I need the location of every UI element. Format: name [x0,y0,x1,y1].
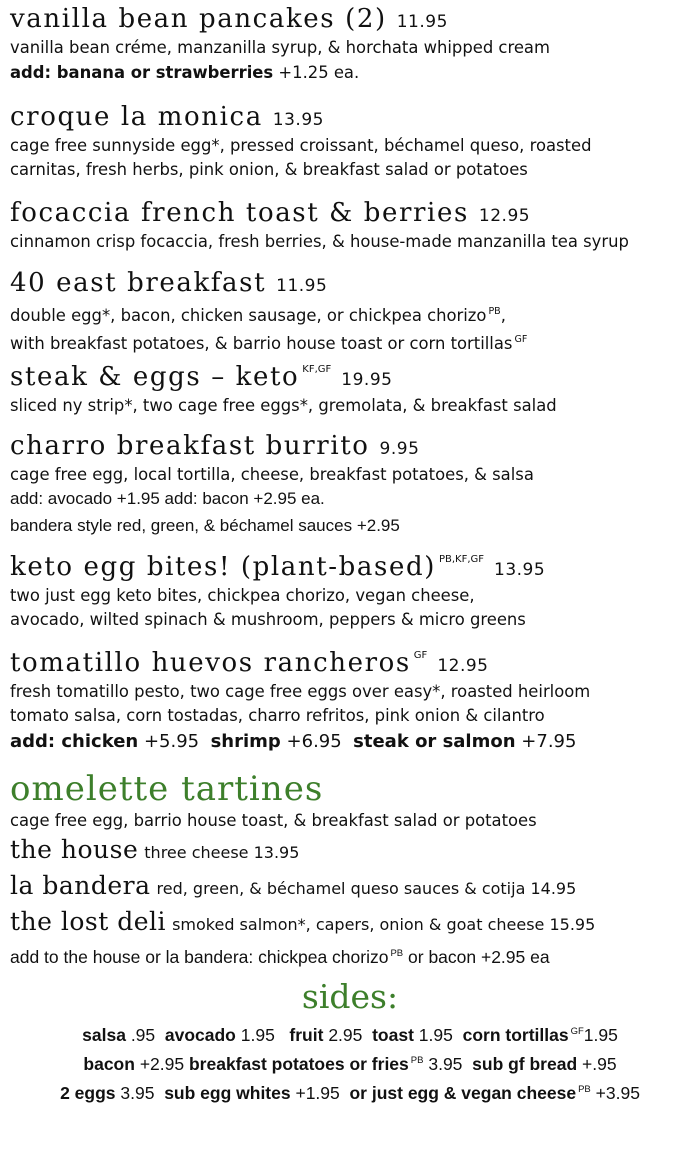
item-description: cage free egg, local tortilla, cheese, breakfast potatoes, & salsa [10,465,534,484]
item-description: cage free sunnyside egg*, pressed croissant, béchamel queso, roasted [10,136,592,155]
dietary-tag: PB [488,306,501,317]
dietary-tag: PB [390,948,404,959]
tartine-desc: smoked salmon*, capers, onion & goat cheese 15.95 [172,915,596,934]
side-name: sub egg whites [164,1083,291,1103]
item-name: focaccia french toast & berries [10,198,469,228]
item-description: cinnamon crisp focaccia, fresh berries, & house-made manzanilla tea syrup [10,232,629,251]
item-description: fresh tomatillo pesto, two cage free eggs over easy*, roasted heirloom [10,682,591,701]
sides-section [0,977,700,1106]
side-name: or just egg & vegan cheese [349,1083,577,1103]
side-name: toast [372,1025,414,1045]
tartine-name: the lost deli [10,907,167,936]
dietary-tag: PB [410,1055,424,1066]
addon-text: add to the house or la bandera: chickpea chorizo [10,947,389,967]
desc-text: with breakfast potatoes, & barrio house toast or corn tortillas [10,334,513,353]
tartine-desc: three cheese 13.95 [144,843,300,862]
menu-item-croque-la-monica [10,104,591,182]
item-price: 13.95 [494,560,546,580]
tartine-addon [10,942,595,969]
dietary-tag: PB [578,1084,591,1095]
sides-line [0,1048,700,1077]
menu-item-vanilla-bean-pancakes [10,6,550,85]
side-name: breakfast potatoes or fries [188,1054,409,1074]
tartine-the-house [10,837,595,862]
item-name: 40 east breakfast [10,268,267,298]
item-description: avocado, wilted spinach & mushroom, peppers & micro greens [10,610,526,629]
item-addon [10,60,550,85]
addon-price: +6.95 [286,731,342,752]
item-name: charro breakfast burrito [10,431,370,461]
item-name: steak & eggs – keto [10,362,300,392]
tartine-name: la bandera [10,871,151,900]
dietary-tag: GF [413,650,428,661]
menu-item-charro-breakfast-burrito [10,433,534,538]
item-description [10,328,527,356]
item-name: croque la monica [10,102,263,132]
sides-line [0,1077,700,1106]
side-price: +.95 [582,1054,617,1074]
desc-text: double egg*, bacon, chicken sausage, or chickpea chorizo [10,306,487,325]
side-price: .95 [130,1025,156,1045]
item-description: carnitas, fresh herbs, pink onion, & breakfast salad or potatoes [10,160,528,179]
item-description: two just egg keto bites, chickpea chorizo, vegan cheese, [10,586,475,605]
item-name: keto egg bites! (plant-based) [10,552,436,582]
item-description: tomato salsa, corn tostadas, charro refritos, pink onion & cilantro [10,706,545,725]
side-price: 2.95 [328,1025,363,1045]
addon-price: +1.25 ea. [278,63,360,82]
item-price: 19.95 [341,370,393,390]
addon-label: steak or salmon [353,731,516,752]
side-price: 3.95 [120,1083,155,1103]
omelette-tartines-section [10,769,596,969]
item-price: 11.95 [396,12,448,32]
item-price: 9.95 [379,439,420,459]
addon-label: add: banana or strawberries [10,63,274,82]
addon-text: or bacon +2.95 ea [408,947,550,967]
item-price: 12.95 [478,206,531,226]
section-title: sides: [301,977,399,1016]
side-price: +2.95 [139,1054,185,1074]
addon-price: +5.95 [143,731,200,752]
side-name: fruit [289,1025,324,1045]
menu-item-tomatillo-huevos-rancheros [10,650,590,755]
item-addons [10,728,590,755]
desc-text: , [500,306,506,325]
side-name: corn tortillas [462,1025,569,1045]
side-price: 1.95 [583,1025,618,1045]
side-price: +1.95 [295,1083,340,1103]
dietary-tag: PB,KF,GF [438,554,485,565]
side-name: sub gf bread [472,1054,578,1074]
tartine-the-lost-deli [10,909,595,934]
item-description: vanilla bean créme, manzanilla syrup, & horchata whipped cream [10,38,550,57]
addon-price: +7.95 [521,731,577,752]
section-intro: cage free egg, barrio house toast, & breakfast salad or potatoes [10,811,537,830]
side-price: 3.95 [428,1054,463,1074]
item-description [10,300,527,328]
item-name: tomatillo huevos rancheros [10,648,411,678]
tartine-la-bandera [10,873,595,898]
menu-item-40-east-breakfast [10,270,527,356]
sides-line [0,1019,700,1048]
side-price: 1.95 [418,1025,453,1045]
dietary-tag: GF [570,1026,584,1037]
tartine-name: the house [10,835,139,864]
menu-item-keto-egg-bites [10,554,545,632]
side-name: salsa [82,1025,126,1045]
item-price: 13.95 [272,110,324,130]
item-description: sliced ny strip*, two cage free eggs*, gremolata, & breakfast salad [10,396,557,415]
tartine-desc: red, green, & béchamel queso sauces & cotija 14.95 [156,879,577,898]
dietary-tag: KF,GF [302,364,332,375]
item-addon: add: avocado +1.95 add: bacon +2.95 ea. [10,489,325,508]
side-price: +3.95 [595,1083,640,1103]
section-title: omelette tartines [10,769,324,809]
menu-item-steak-and-eggs [10,364,557,418]
side-price: 1.95 [240,1025,275,1045]
item-addon: bandera style red, green, & béchamel sauces +2.95 [10,516,400,535]
side-name: 2 eggs [60,1083,116,1103]
item-price: 11.95 [276,276,328,296]
item-price: 12.95 [437,656,489,676]
side-name: bacon [83,1054,135,1074]
item-name: vanilla bean pancakes (2) [10,4,387,34]
menu-item-focaccia-french-toast [10,200,629,254]
addon-label: shrimp [210,731,281,752]
addon-label: add: chicken [10,731,139,752]
dietary-tag: GF [514,334,528,345]
side-name: avocado [164,1025,236,1045]
